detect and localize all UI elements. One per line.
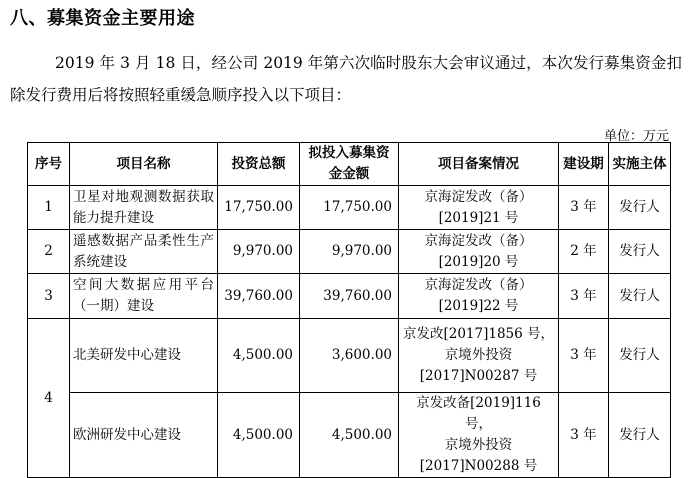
cell-no: 3 [28, 274, 70, 319]
filing-line: [2017]N00287 号 [419, 368, 538, 384]
cell-period: 3 年 [559, 274, 609, 319]
cell-total: 39,760.00 [218, 274, 300, 319]
cell-project-name: 空间大数据应用平台（一期）建设 [70, 274, 218, 319]
cell-filing [399, 274, 559, 319]
header-no: 序号 [28, 143, 70, 186]
cell-project-name: 北美研发中心建设 [70, 319, 218, 393]
table-row [28, 393, 671, 478]
filing-line: 京境外投资 [444, 347, 513, 363]
table-row [28, 186, 671, 230]
cell-period: 3 年 [559, 319, 609, 393]
cell-raised: 3,600.00 [300, 319, 399, 393]
header-construction-period: 建设期 [559, 143, 609, 186]
cell-total: 4,500.00 [218, 319, 300, 393]
header-filing: 项目备案情况 [399, 143, 559, 186]
table-header-row [28, 143, 671, 186]
cell-raised: 17,750.00 [300, 186, 399, 230]
cell-entity: 发行人 [609, 393, 671, 478]
section-heading: 八、募集资金主要用途 [10, 8, 195, 29]
table-row [28, 319, 671, 393]
cell-total: 17,750.00 [218, 186, 300, 230]
cell-project-name: 欧洲研发中心建设 [70, 393, 218, 478]
cell-entity: 发行人 [609, 274, 671, 319]
header-raised-amount: 拟投入募集资金金额 [300, 143, 399, 186]
filing-line: [2019]21 号 [438, 209, 519, 226]
cell-filing [399, 319, 559, 393]
header-entity: 实施主体 [609, 143, 671, 186]
intro-paragraph: 2019 年 3 月 18 日，经公司 2019 年第六次临时股东大会审议通过，本次发行募集资金扣除发行费用后将按照轻重缓急顺序投入以下项目： [10, 54, 682, 104]
cell-period: 3 年 [559, 186, 609, 230]
cell-total: 4,500.00 [218, 393, 300, 478]
filing-line: 京海淀发改（备） [424, 232, 533, 249]
filing-line: 京发改[2017]1856 号， [402, 326, 555, 342]
filing-line: [2019]20 号 [438, 253, 519, 270]
table-row [28, 230, 671, 274]
cell-entity: 发行人 [609, 186, 671, 230]
cell-no: 2 [28, 230, 70, 274]
cell-total: 9,970.00 [218, 230, 300, 274]
filing-line: [2017]N00288 号 [419, 458, 538, 474]
filing-line: 京境外投资 [444, 437, 513, 453]
cell-filing [399, 186, 559, 230]
cell-entity: 发行人 [609, 230, 671, 274]
cell-no: 1 [28, 186, 70, 230]
cell-filing [399, 393, 559, 478]
header-project-name: 项目名称 [70, 143, 218, 186]
cell-entity: 发行人 [609, 319, 671, 393]
cell-raised: 4,500.00 [300, 393, 399, 478]
cell-no: 4 [28, 319, 70, 478]
cell-filing [399, 230, 559, 274]
fund-usage-table [27, 142, 671, 478]
filing-line: 京海淀发改（备） [424, 188, 533, 205]
cell-project-name: 卫星对地观测数据获取能力提升建设 [70, 186, 218, 230]
filing-line: 京发改备[2019]116 号， [416, 395, 541, 432]
cell-raised: 39,760.00 [300, 274, 399, 319]
filing-line: 京海淀发改（备） [424, 277, 533, 293]
cell-period: 2 年 [559, 230, 609, 274]
cell-period: 3 年 [559, 393, 609, 478]
unit-label: 单位：万元 [603, 129, 669, 144]
cell-raised: 9,970.00 [300, 230, 399, 274]
filing-line: [2019]22 号 [438, 298, 519, 314]
table-row [28, 274, 671, 319]
header-total-investment: 投资总额 [218, 143, 300, 186]
cell-project-name: 遥感数据产品柔性生产系统建设 [70, 230, 218, 274]
